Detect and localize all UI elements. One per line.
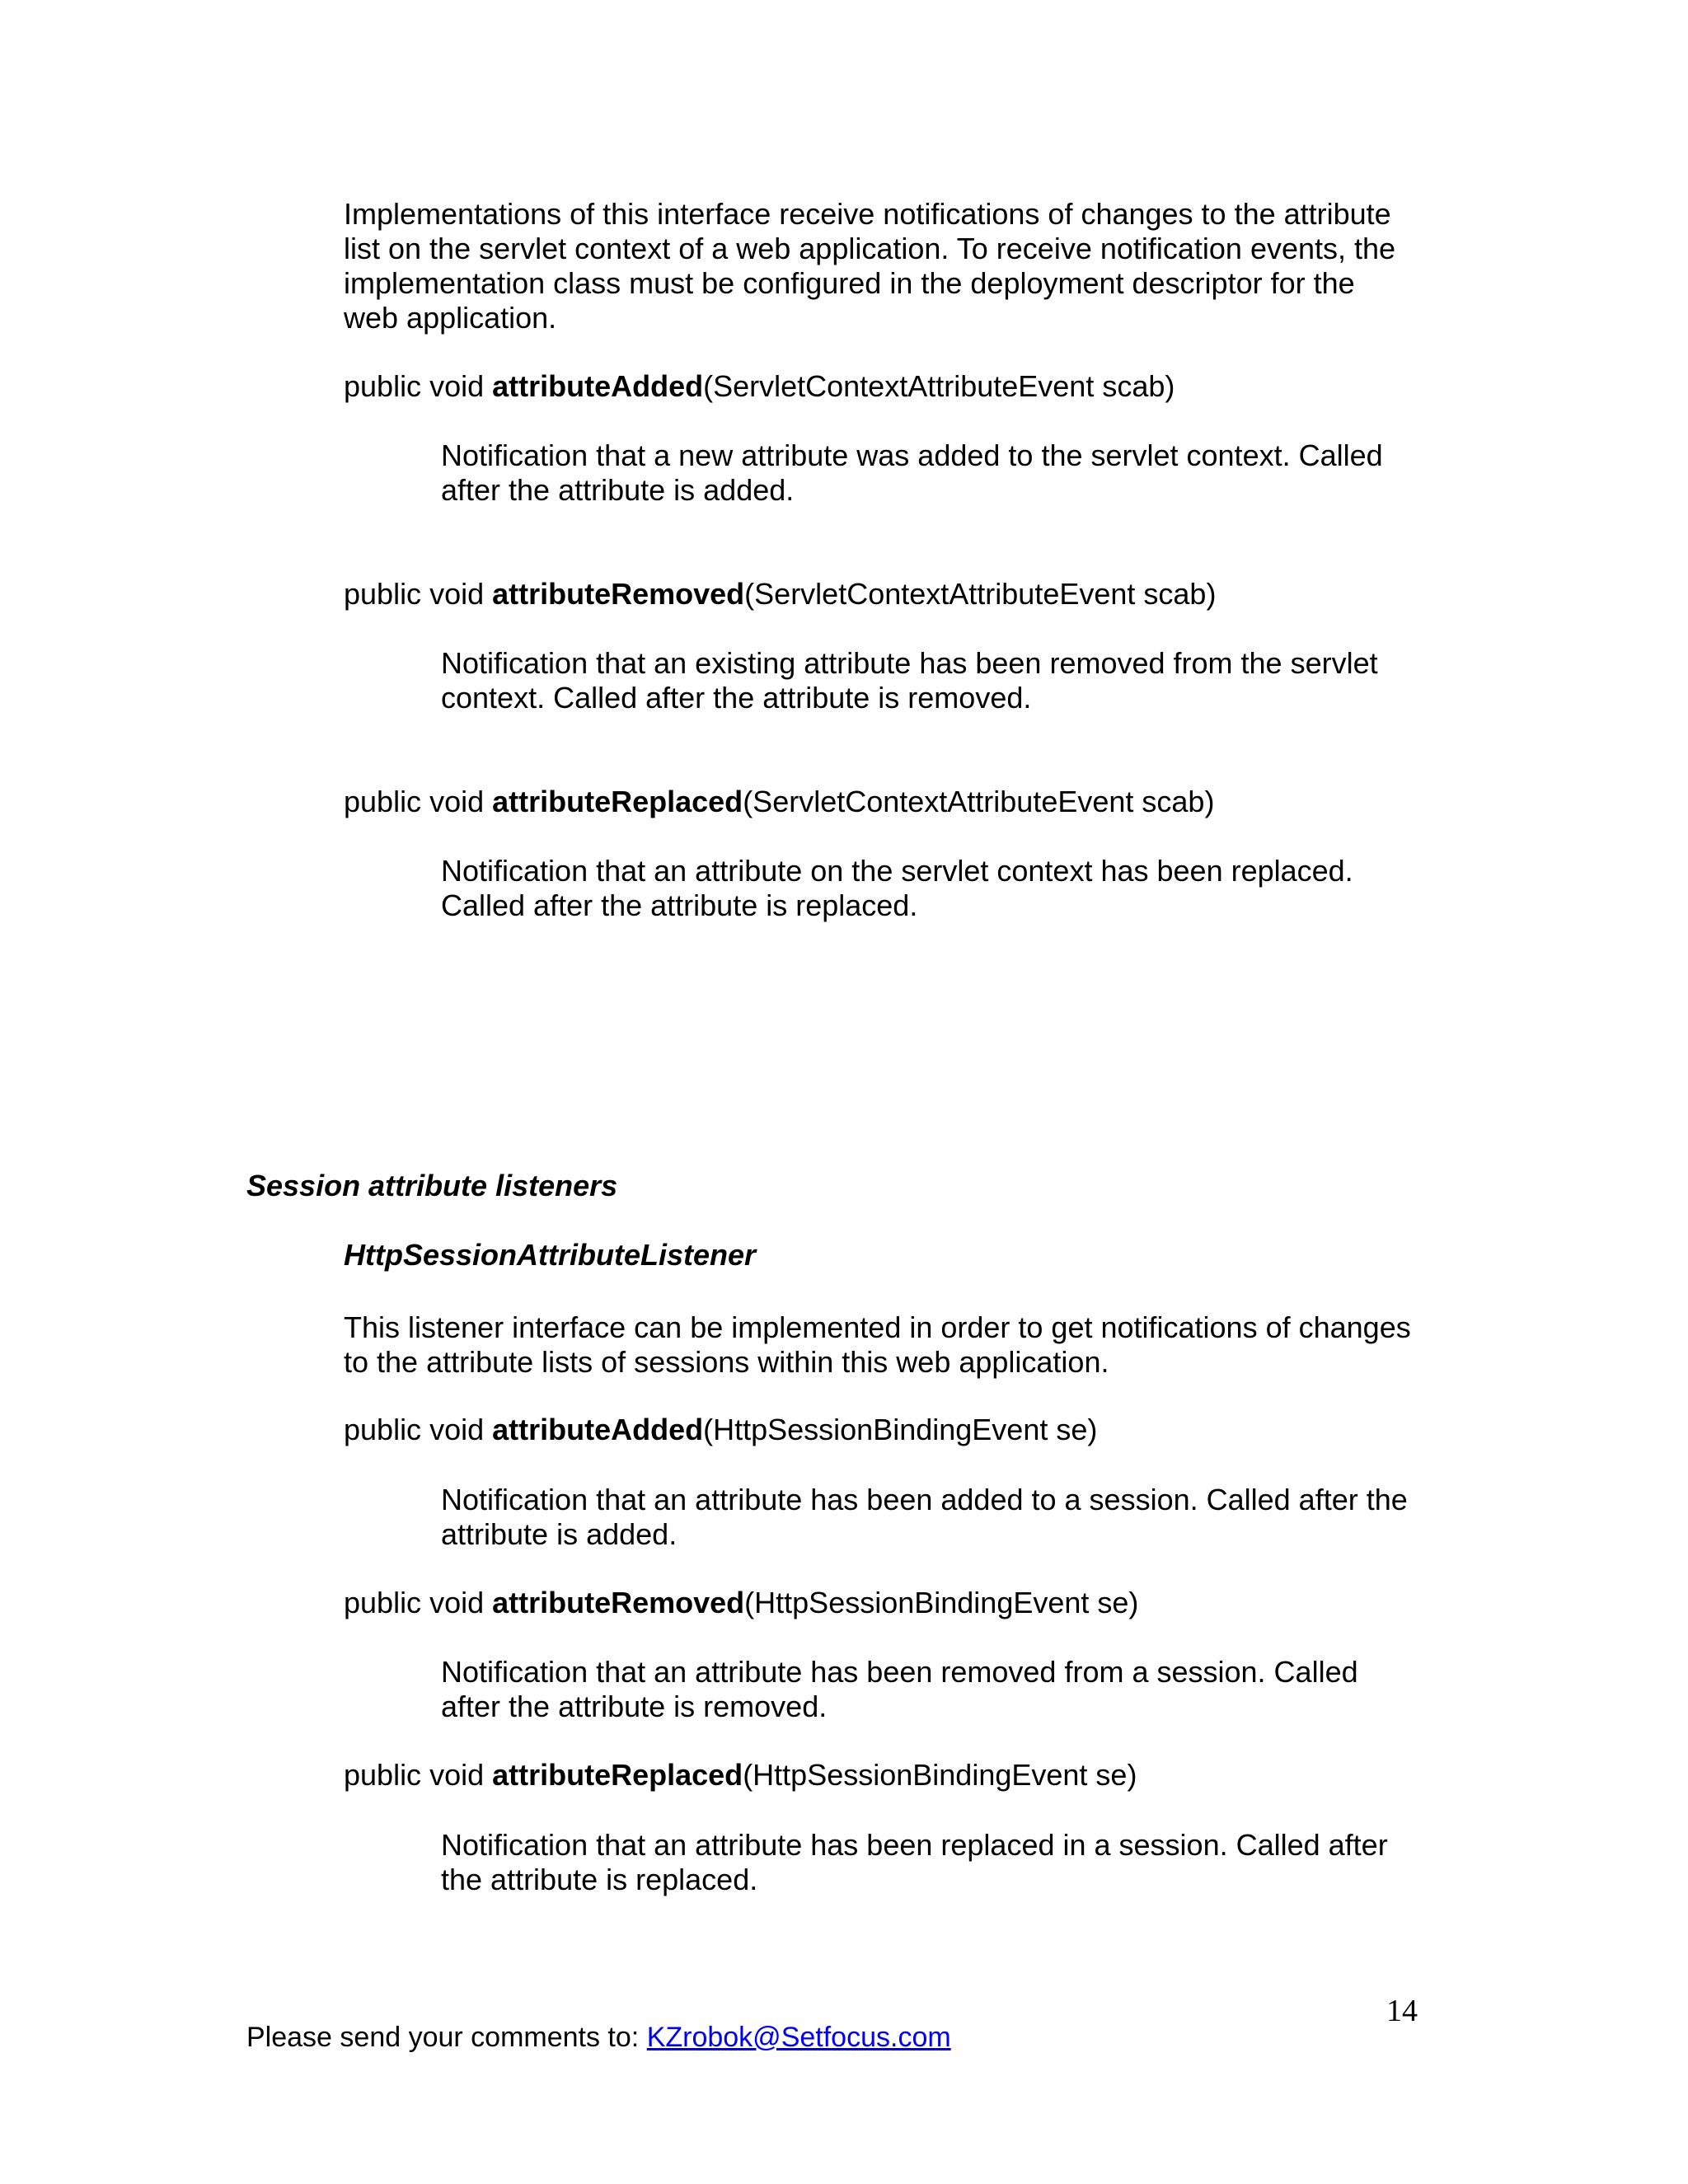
description-line: Called after the attribute is replaced.: [441, 888, 918, 922]
page-footer: [246, 2021, 951, 2054]
method-description-context-attribute-added: [441, 438, 1383, 508]
interface-heading: HttpSessionAttributeListener: [344, 1238, 757, 1272]
method-params: (HttpSessionBindingEvent se): [744, 1586, 1139, 1619]
method-prefix: public void: [344, 369, 493, 403]
method-name: attributeRemoved: [492, 1586, 745, 1619]
description-line: after the attribute is removed.: [441, 1690, 828, 1723]
method-signature-session-attribute-removed: [344, 1586, 1138, 1620]
method-signature-session-attribute-added: [344, 1413, 1097, 1447]
intro-line: web application.: [344, 301, 557, 335]
description-line: Notification that an attribute has been added to a session. Called after the: [441, 1483, 1408, 1516]
method-prefix: public void: [344, 1413, 493, 1446]
method-name: attributeRemoved: [492, 577, 745, 611]
description-line: context. Called after the attribute is removed.: [441, 681, 1032, 715]
method-signature-context-attribute-removed: [344, 577, 1216, 612]
intro-line: list on the servlet context of a web application. To receive notification events, the: [344, 232, 1396, 265]
session-listener-intro: [344, 1310, 1411, 1380]
method-params: (HttpSessionBindingEvent se): [703, 1413, 1098, 1446]
intro-line: to the attribute lists of sessions within this web application.: [344, 1345, 1109, 1379]
method-signature-context-attribute-added: [344, 369, 1175, 404]
method-name: attributeAdded: [492, 369, 704, 403]
description-line: Notification that an attribute on the servlet context has been replaced.: [441, 854, 1353, 888]
method-signature-context-attribute-replaced: [344, 785, 1214, 819]
method-prefix: public void: [344, 785, 493, 818]
email-link[interactable]: KZrobok@Setfocus.com: [646, 2022, 951, 2053]
description-line: attribute is added.: [441, 1517, 678, 1551]
method-signature-session-attribute-replaced: [344, 1758, 1137, 1793]
method-description-context-attribute-replaced: [441, 854, 1353, 923]
method-description-session-attribute-added: [441, 1483, 1408, 1552]
method-params: (HttpSessionBindingEvent se): [743, 1758, 1137, 1792]
section-heading: Session attribute listeners: [246, 1169, 618, 1202]
intro-line: Implementations of this interface receive notifications of changes to the attribute: [344, 197, 1391, 231]
method-prefix: public void: [344, 577, 493, 611]
description-line: Notification that a new attribute was added to the servlet context. Called: [441, 438, 1383, 472]
method-params: (ServletContextAttributeEvent scab): [743, 785, 1215, 818]
description-line: Notification that an attribute has been removed from a session. Called: [441, 1655, 1358, 1689]
description-line: the attribute is replaced.: [441, 1863, 758, 1896]
method-description-context-attribute-removed: [441, 646, 1378, 715]
method-description-session-attribute-replaced: [441, 1828, 1388, 1897]
method-name: attributeAdded: [492, 1413, 704, 1446]
method-name: attributeReplaced: [492, 1758, 743, 1792]
method-prefix: public void: [344, 1758, 493, 1792]
footer-comment-text: Please send your comments to:: [246, 2022, 647, 2053]
description-line: after the attribute is added.: [441, 473, 795, 507]
method-params: (ServletContextAttributeEvent scab): [744, 577, 1217, 611]
method-description-session-attribute-removed: [441, 1655, 1358, 1724]
intro-line: implementation class must be configured in the deployment descriptor for the: [344, 266, 1355, 300]
context-listener-intro: [344, 197, 1395, 335]
page-number: 14: [1386, 1994, 1418, 2028]
description-line: Notification that an attribute has been replaced in a session. Called after: [441, 1828, 1388, 1862]
method-params: (ServletContextAttributeEvent scab): [703, 369, 1175, 403]
method-prefix: public void: [344, 1586, 493, 1619]
method-name: attributeReplaced: [492, 785, 743, 818]
description-line: Notification that an existing attribute has been removed from the servlet: [441, 646, 1378, 680]
intro-line: This listener interface can be implemented in order to get notifications of changes: [344, 1310, 1411, 1344]
